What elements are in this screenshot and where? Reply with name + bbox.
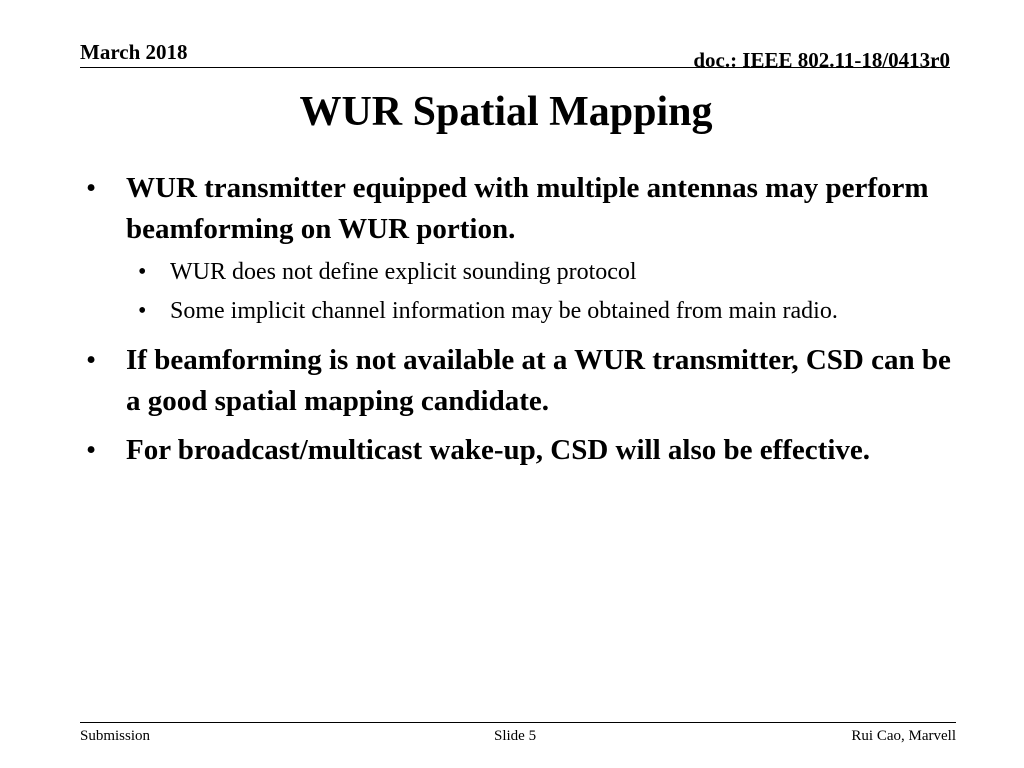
bullet-icon: •: [86, 434, 97, 466]
bullet-text: WUR transmitter equipped with multiple antennas may perform beamforming on WUR portion.: [126, 172, 929, 245]
sub-bullet-text: WUR does not define explicit sounding protocol: [170, 259, 637, 285]
bullet-icon: •: [138, 259, 147, 285]
header-date: March 2018: [80, 40, 188, 64]
bullet-icon: •: [86, 344, 97, 376]
sub-bullet-item: [138, 255, 966, 289]
footer-divider: [80, 722, 956, 723]
footer-author: Rui Cao, Marvell: [851, 728, 956, 744]
footer-submission: Submission: [80, 728, 151, 744]
header-doc-id: doc.: IEEE 802.11-18/0413r0: [693, 48, 950, 72]
bullet-text: If beamforming is not available at a WUR transmitter, CSD can be a good spatial mapping candidate.: [126, 344, 951, 417]
slide-title: WUR Spatial Mapping: [299, 89, 713, 135]
bullet-item: [86, 430, 966, 471]
bullet-item: [86, 340, 966, 422]
bullet-text: For broadcast/multicast wake-up, CSD will also be effective.: [126, 434, 871, 466]
sub-bullet-text: Some implicit channel information may be obtained from main radio.: [170, 298, 838, 324]
bullet-item: [86, 168, 966, 250]
sub-bullet-item: [138, 294, 966, 328]
header-divider: [80, 67, 950, 68]
slide-body: [86, 168, 966, 471]
bullet-icon: •: [86, 172, 97, 204]
footer-slide-number: Slide 5: [494, 728, 537, 744]
bullet-icon: •: [138, 298, 147, 324]
